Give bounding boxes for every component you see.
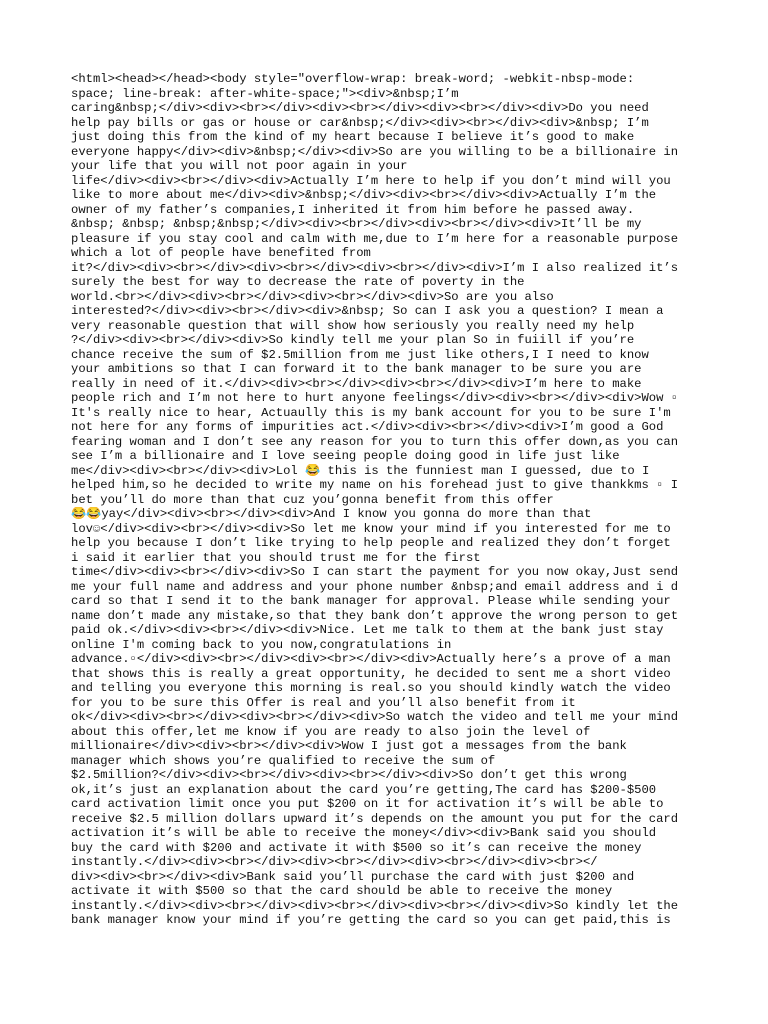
text-line: &nbsp; &nbsp; &nbsp;&nbsp;</div><div><br></div><div><br></div><div>It’ll be my [71,217,642,231]
text-line: time</div><div><br></div><div>So I can start the payment for you now okay,Just send [71,565,679,579]
text-line: millionaire</div><div><br></div><div>Wow I just got a messages from the bank [71,739,627,753]
text-line: online I'm coming back to you now,congratulations in [71,637,452,652]
text-line: receive $2.5 million dollars upward it’s depends on the amount you put for the card [71,811,679,826]
text-line: it?</div><div><br></div><div><br></div><div><br></div><div>I’m I also realized it’s [71,260,679,275]
text-line: activation it’s will be able to receive the money</div><div>Bank said you should [71,826,657,840]
text-line: very reasonable question that will show how seriously you really need my help [71,318,635,333]
text-line: that shows this is really a great opportunity, he decided to sent me a short video [71,666,671,681]
text-line: interested?</div><div><br></div><div>&nbsp; So can I ask you a question? I mean a [71,304,664,318]
text-line: It's really nice to hear, Actuaully this is my bank account for you to be sure I'm [71,405,671,420]
text-line: chance receive the sum of $2.5million from me just like others,I I need to know [71,347,649,362]
text-line: about this offer,let me know if you are ready to also join the level of [71,724,591,739]
text-line: not here for any forms of impurities act.</div><div><br></div><div>I’m good a God [71,420,664,434]
text-line: bank manager know your mind if you’re getting the card so you can get paid,this is [71,913,671,927]
text-line [71,928,701,943]
text-line: fearing woman and I don’t see any reason for you to turn this offer down,as you can [71,434,679,449]
document-body [71,72,701,942]
text-line: like to more about me</div><div>&nbsp;</div><div><br></div><div>Actually I’m the [71,188,657,202]
text-line: ok</div><div><br></div><div><br></div><div>So watch the video and tell me your mind [71,710,679,724]
text-line: instantly.</div><div><br></div><div><br></div><div><br></div><div><br></ [71,855,598,869]
text-line: bet you’ll do more than that cuz you’gonna benefit from this offer [71,492,554,507]
text-line: help pay bills or gas or house or car&nbsp;</div><div><br></div><div>&nbsp; I’m [71,115,649,130]
text-line: <html><head></head><body style="overflow-wrap: break-word; -webkit-nbsp-mode: [71,72,635,86]
text-line: advance.▫</div><div><br></div><div><br></div><div>Actually here’s a prove of a man [71,652,671,666]
text-line: which a lot of people have benefited from [71,246,371,260]
text-line: 😂😂yay</div><div><br></div><div>And I know you gonna do more than that [71,507,592,521]
text-line: paid ok.</div><div><br></div><div>Nice. Let me talk to them at the bank just stay [71,623,664,637]
text-line: your life that you will not poor again in your [71,159,408,173]
text-line: just doing this from the kind of my heart because I believe it’s good to make [71,130,635,144]
text-line: caring&nbsp;</div><div><br></div><div><br></div><div><br></div><div>Do you need [71,101,649,115]
text-line: lov☺</div><div><br></div><div>So let me know your mind if you interested for me to [71,521,671,536]
text-line: really in need of it.</div><div><br></div><div><br></div><div>I’m here to make [71,376,642,391]
text-line: me your full name and address and your phone number &nbsp;and email address and i d [71,579,679,594]
text-line: everyone happy</div><div>&nbsp;</div><div>So are you willing to be a billionaire in [71,144,679,159]
text-line: see I’m a billionaire and I love seeing people doing good in life just like [71,449,620,463]
text-line: and telling you everyone this morning is real.so you should kindly watch the video [71,681,671,695]
text-line: me</div><div><br></div><div>Lol 😂 this is the funniest man I guessed, due to I [71,463,650,478]
text-line: pleasure if you stay cool and calm with me,due to I’m here for a reasonable purpose [71,231,679,246]
text-line: ?</div><div><br></div><div>So kindly tell me your plan So in fuiill if you’re [71,333,635,347]
text-line: card activation limit once you put $200 on it for activation it’s will be able to [71,797,664,811]
text-line: name don’t made any mistake,so that they bank don’t approve the wrong person to get [71,608,679,623]
text-line: surely the best for way to decrease the rate of poverty in the [71,275,525,289]
text-line: i said it earlier that you should trust me for the first [71,550,481,565]
text-line: div><div><br></div><div>Bank said you’ll purchase the card with just $200 and [71,869,635,884]
text-line: card so that I send it to the bank manager for approval. Please while sending your [71,594,671,608]
text-line: manager which shows you’re qualified to receive the sum of [71,753,496,768]
text-line: ok,it’s just an explanation about the card you’re getting,The card has $200-$500 [71,782,657,797]
text-line: your ambitions so that I can forward it to the bank manager to be sure you are [71,362,642,376]
text-line: buy the card with $200 and activate it with $500 so it’s can receive the money [71,840,642,855]
text-line: life</div><div><br></div><div>Actually I’m here to help if you don’t mind will you [71,173,671,188]
text-line: for you to be sure this Offer is real and you’ll also benefit from it [71,695,576,710]
text-line: instantly.</div><div><br></div><div><br></div><div><br></div><div>So kindly let the [71,898,679,913]
text-line: activate it with $500 so that the card should be able to receive the money [71,884,613,898]
text-line: space; line-break: after-white-space;"><div>&nbsp;I’m [71,86,459,101]
text-line: $2.5million?</div><div><br></div><div><br></div><div>So don’t get this wrong [71,768,627,782]
text-line: owner of my father’s companies,I inherited it from him before he passed away. [71,202,635,217]
text-line: help you because I don’t like trying to help people and realized they don’t forget [71,536,671,550]
text-line: world.<br></div><div><br></div><div><br></div><div>So are you also [71,289,554,304]
text-line: people rich and I’m not here to hurt anyone feelings</div><div><br></div><div>Wow ▫ [71,391,679,405]
text-line: helped him,so he decided to write my name on his forehead just to give thankkms ▫ I [71,478,679,492]
